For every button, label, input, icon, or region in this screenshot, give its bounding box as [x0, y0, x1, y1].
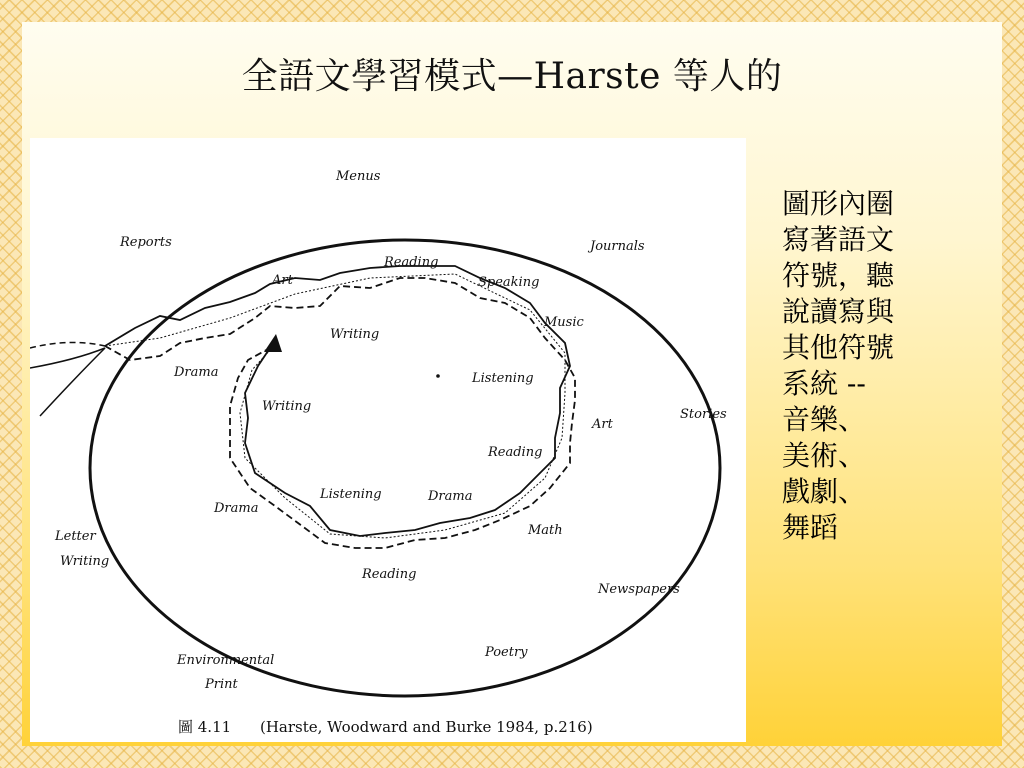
label-stories: Stories: [680, 407, 727, 422]
whole-language-model-diagram: [30, 138, 746, 742]
center-dot: [436, 374, 440, 378]
label-reading-right: Reading: [488, 445, 543, 460]
slide-title: 全語文學習模式—Harste 等人的: [241, 56, 783, 97]
entry-line-solid: [30, 348, 105, 368]
figure-panel: [30, 138, 746, 742]
label-music: Music: [544, 315, 584, 330]
label-listening-right: Listening: [472, 371, 534, 386]
label-letter-writing: Writing: [60, 554, 110, 569]
label-art-top: Art: [272, 273, 293, 288]
outer-ellipse: [90, 240, 720, 696]
label-drama-bottom: Drama: [428, 489, 473, 504]
label-poetry: Poetry: [485, 645, 528, 660]
figure-number: 圖 4.11: [178, 718, 232, 736]
label-writing-top: Writing: [330, 327, 380, 342]
label-speaking: Speaking: [478, 275, 540, 290]
label-drama-entry: Drama: [174, 365, 219, 380]
label-drama-left: Drama: [214, 501, 259, 516]
label-listening-bottom: Listening: [320, 487, 382, 502]
label-writing-inner: Writing: [262, 399, 312, 414]
label-newspapers: Newspapers: [598, 582, 680, 597]
entry-line-dashed: [30, 342, 105, 348]
label-reading-bottom: Reading: [362, 567, 417, 582]
slide: [22, 22, 1002, 746]
label-math: Math: [528, 523, 563, 538]
label-letter: Letter: [55, 529, 96, 544]
label-environmental-print: Print: [205, 677, 238, 692]
label-art-right: Art: [592, 417, 613, 432]
label-journals: Journals: [590, 239, 645, 254]
label-environmental: Environmental: [177, 653, 275, 668]
figure-citation: (Harste, Woodward and Burke 1984, p.216): [260, 718, 593, 736]
label-reports: Reports: [120, 235, 172, 250]
side-description: 圖形內圈 寫著語文 符號，聽 說讀寫與 其他符號 系統 -- 音樂、 美術、 戲劇、 舞蹈: [782, 187, 895, 544]
spiral-arrow-icon: [264, 334, 282, 352]
label-reading-top: Reading: [384, 255, 439, 270]
label-menus: Menus: [336, 169, 381, 184]
